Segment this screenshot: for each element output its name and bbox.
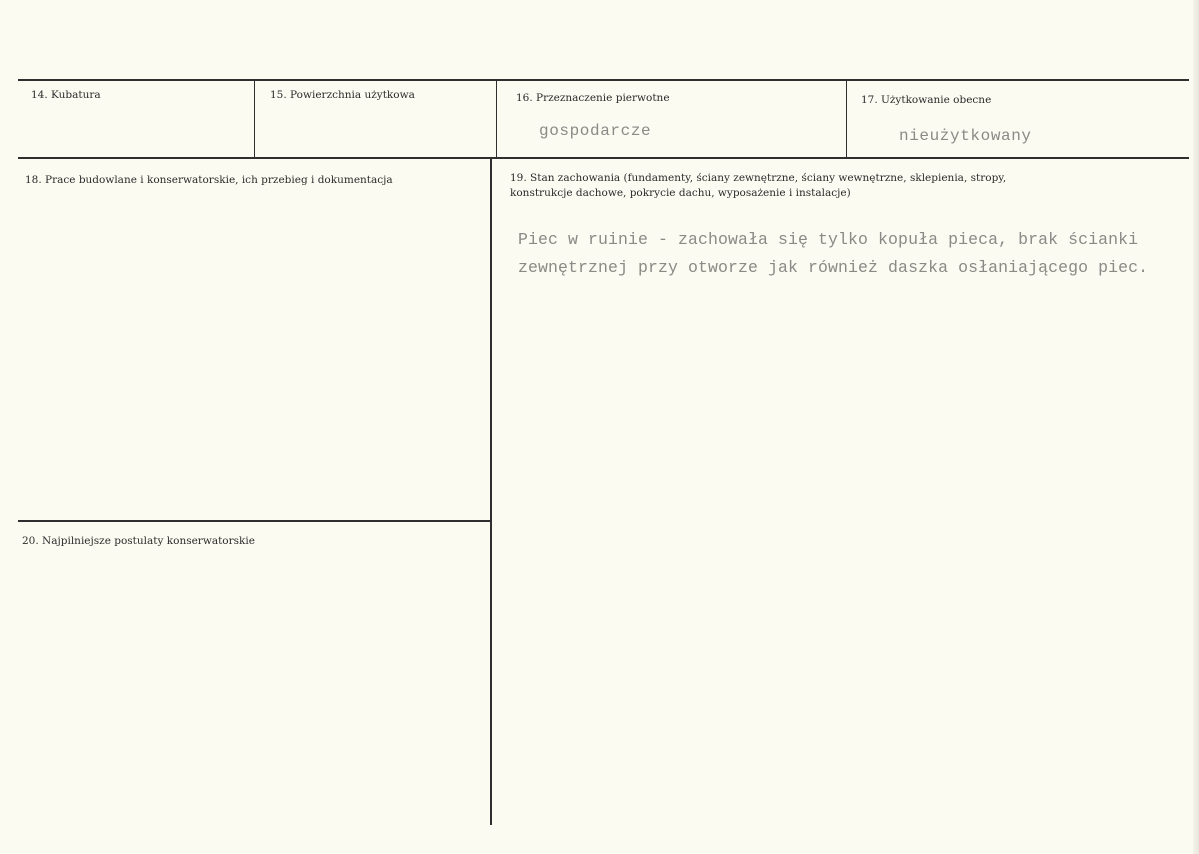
rule-18-20: [18, 520, 491, 522]
field-16-przeznaczenie-label: 16. Przeznaczenie pierwotne: [516, 92, 670, 104]
divider-14-15: [254, 81, 255, 157]
divider-left-right: [490, 159, 492, 825]
top-rule: [18, 79, 1189, 81]
field-16-przeznaczenie-value: gospodarcze: [539, 122, 652, 140]
field-18-prace-label: 18. Prace budowlane i konserwatorskie, ich przebieg i dokumentacja: [25, 174, 393, 186]
divider-16-17: [846, 81, 847, 157]
field-19-stan-value-line2: zewnętrznej przy otworze jak również daszka osłaniającego piec.: [518, 258, 1149, 277]
divider-15-16: [496, 81, 497, 157]
page-edge-shadow: [1193, 0, 1199, 854]
middle-rule: [18, 157, 1189, 159]
field-19-stan-label-line1: 19. Stan zachowania (fundamenty, ściany zewnętrzne, ściany wewnętrzne, sklepienia, stropy,: [510, 172, 1007, 184]
field-15-powierzchnia-label: 15. Powierzchnia użytkowa: [270, 89, 415, 101]
field-17-uzytkowanie-value: nieużytkowany: [899, 127, 1032, 145]
field-19-stan-value-line1: Piec w ruinie - zachowała się tylko kopuła pieca, brak ścianki: [518, 230, 1139, 249]
field-19-stan-label-line2: konstrukcje dachowe, pokrycie dachu, wyposażenie i instalacje): [510, 187, 851, 199]
field-20-postulaty-label: 20. Najpilniejsze postulaty konserwatorskie: [22, 535, 255, 547]
field-14-kubatura-label: 14. Kubatura: [31, 89, 101, 101]
field-17-uzytkowanie-label: 17. Użytkowanie obecne: [861, 94, 992, 106]
